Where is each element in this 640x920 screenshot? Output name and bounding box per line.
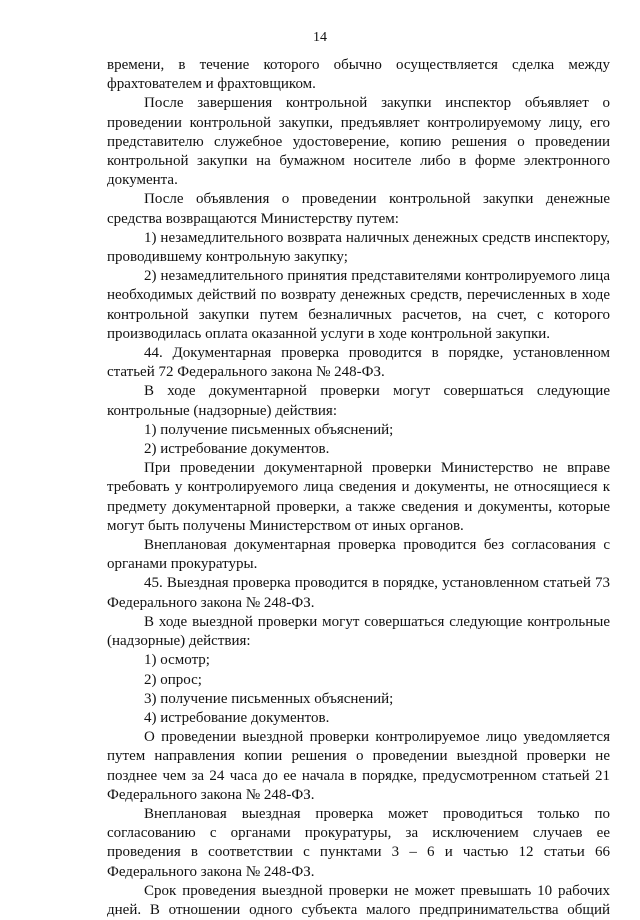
document-body bbox=[107, 56, 610, 920]
paragraph: Внеплановая выездная проверка может проводиться только по согласованию с органами прокуратуры, за исключением случаев ее проведения в соответствии с пунктами 3 – 6 и частью 12 статьи 66 Федерального закона № 248-ФЗ. bbox=[107, 805, 610, 880]
paragraph: В ходе документарной проверки могут совершаться следующие контрольные (надзорные) действия: bbox=[107, 383, 610, 419]
page-number: 14 bbox=[313, 30, 327, 45]
list-item: 1) получение письменных объяснений; bbox=[144, 421, 394, 438]
paragraph: При проведении документарной проверки Министерство не вправе требовать у контролируемого лица сведения и документы, не относящиеся к предмету документарной проверки, а также сведения и документы, которые могут быть получены Министерством от иных органов. bbox=[107, 460, 610, 534]
paragraph: О проведении выездной проверки контролируемое лицо уведомляется путем направления копии решения о проведении выездной проверки не позднее чем за 24 часа до ее начала в порядке, предусмотренном статьей 21 Федерального закона № 248-ФЗ. bbox=[107, 729, 610, 803]
paragraph: После завершения контрольной закупки инспектор объявляет о проведении контрольной закупки, предъявляет контролируемому лицу, его представителю служебное удостоверение, копию решения о проведении контрольной закупки на бумажном носителе либо в форме электронного документа. bbox=[107, 95, 610, 189]
list-item: 3) получение письменных объяснений; bbox=[144, 690, 394, 707]
paragraph: 2) незамедлительного принятия представителями контролируемого лица необходимых действий по возврату денежных средств, перечисленных в ходе контрольной закупки путем безналичных расчетов, на счет, с которого производилась оплата оказанной услуги в ходе контрольной закупки. bbox=[107, 268, 610, 342]
paragraph: В ходе выездной проверки могут совершаться следующие контрольные (надзорные) действия: bbox=[107, 613, 610, 650]
paragraph: После объявления о проведении контрольной закупки денежные средства возвращаются Министерству путем: bbox=[107, 191, 610, 227]
paragraph: Срок проведения выездной проверки не может превышать 10 рабочих дней. В отношении одного субъекта малого предпринимательства общий bbox=[107, 882, 610, 918]
paragraph: времени, в течение которого обычно осуществляется сделка между фрахтователем и фрахтовщиком. bbox=[107, 57, 610, 93]
list-item: 4) истребование документов. bbox=[144, 709, 330, 726]
paragraph: Внеплановая документарная проверка проводится без согласования с органами прокуратуры. bbox=[107, 537, 610, 573]
list-item: 1) осмотр; bbox=[144, 652, 210, 669]
list-item: 2) опрос; bbox=[144, 671, 202, 688]
paragraph: 1) незамедлительного возврата наличных денежных средств инспектору, проводившему контрольную закупку; bbox=[107, 229, 610, 266]
paragraph: 45. Выездная проверка проводится в порядке, установленном статьей 73 Федерального закона № 248-ФЗ. bbox=[107, 575, 610, 611]
paragraph: 44. Документарная проверка проводится в порядке, установленном статьей 72 Федерального закона № 248-ФЗ. bbox=[107, 345, 610, 381]
list-item: 2) истребование документов. bbox=[144, 441, 330, 458]
